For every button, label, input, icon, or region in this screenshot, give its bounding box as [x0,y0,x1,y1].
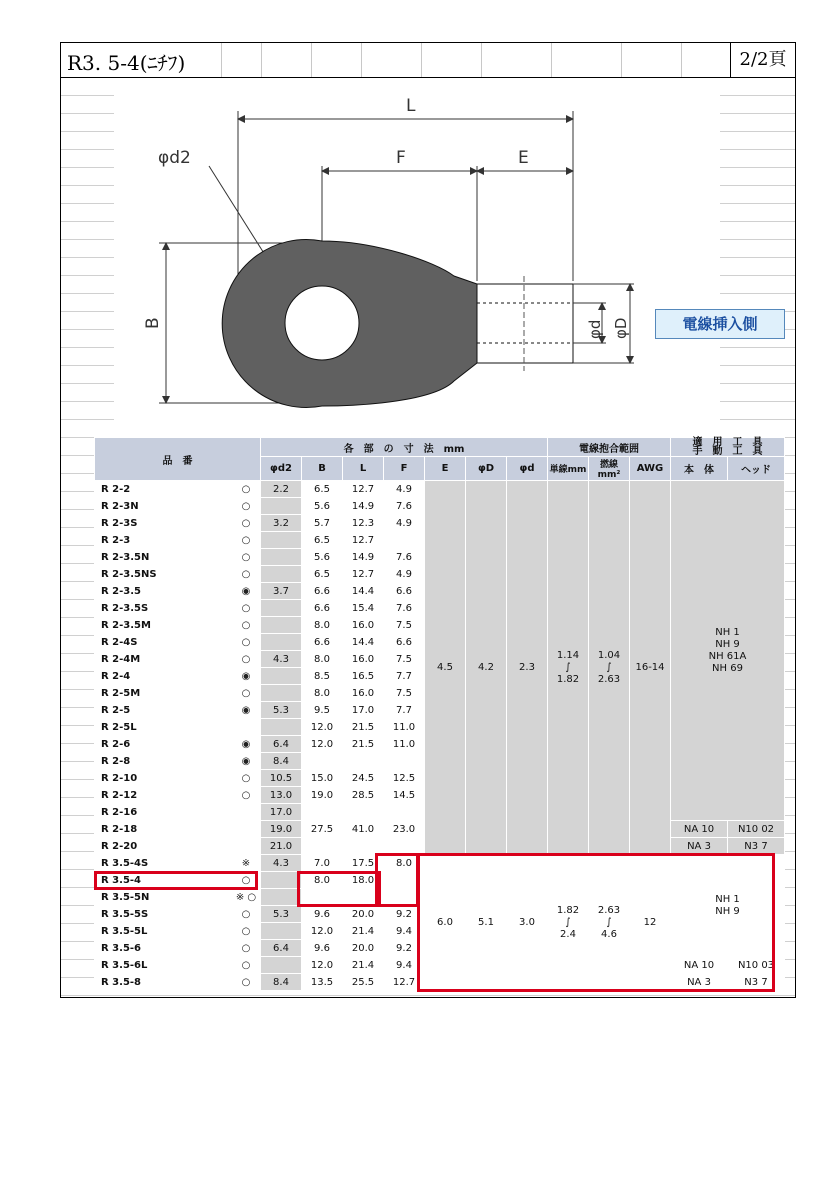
marker: ○ [232,923,261,940]
hdr-name: 品 番 [95,438,261,481]
tool-body: NA 10 [671,821,728,838]
marker: ○ [232,974,261,991]
marker [232,804,261,821]
cell-d2: 4.3 [261,855,302,872]
cell-l: 16.0 [343,651,384,668]
cell-d2 [261,719,302,736]
tool-body: NA 3 [671,838,728,855]
cell-f: 8.0 [384,855,425,872]
part-number: R 3.5-5L [95,923,232,940]
part-number: R 2-3.5N [95,549,232,566]
cell-solid: 1.82 ∫ 2.4 [548,855,589,991]
cell-b: 13.5 [302,974,343,991]
marker: ※ ○ [232,889,261,906]
cell-e: 6.0 [425,855,466,991]
cell-d2: 2.2 [261,481,302,498]
part-number: R 2-16 [95,804,232,821]
marker: ○ [232,770,261,787]
cell-b: 8.0 [302,651,343,668]
cell-b: 8.0 [302,872,343,889]
cell-b: 9.6 [302,906,343,923]
cell-l: 14.9 [343,549,384,566]
part-number: R 2-18 [95,821,232,838]
marker: ◉ [232,583,261,600]
cell-f [384,804,425,821]
cell-f: 7.6 [384,549,425,566]
part-number: R 2-20 [95,838,232,855]
spreadsheet-sheet [60,42,796,998]
marker: ○ [232,634,261,651]
cell-b: 8.0 [302,617,343,634]
cell-b: 6.6 [302,583,343,600]
marker [232,838,261,855]
tool-head: N10 02 [728,821,785,838]
cell-f: 23.0 [384,821,425,838]
cell-f: 11.0 [384,736,425,753]
cell-f: 4.9 [384,481,425,498]
cell-strand: 1.04 ∫ 2.63 [589,481,630,855]
cell-tools: NH 1 NH 9 [671,855,785,957]
insert-side-label: 電線挿入側 [655,309,785,339]
cell-l: 17.0 [343,702,384,719]
cell-f: 11.0 [384,719,425,736]
col-smalld: φd [507,457,548,481]
hdr-tool2: 手 動 工 具 [692,446,763,457]
cell-b: 6.6 [302,600,343,617]
col-e: E [425,457,466,481]
cell-strand: 2.63 ∫ 4.6 [589,855,630,991]
part-number: R 2-3.5M [95,617,232,634]
cell-b: 6.5 [302,532,343,549]
cell-f: 7.7 [384,702,425,719]
page-number: 2/2頁 [730,43,795,77]
part-number: R 2-12 [95,787,232,804]
col-d2: φd2 [261,457,302,481]
tool-body: NA 10 [671,957,728,974]
cell-f: 7.6 [384,498,425,515]
marker: ○ [232,600,261,617]
col-body: 本 体 [671,457,728,481]
label-L: L [406,96,416,116]
cell-f: 7.7 [384,668,425,685]
cell-d2: 17.0 [261,804,302,821]
cell-l: 28.5 [343,787,384,804]
marker: ◉ [232,753,261,770]
part-number: R 3.5-4S [95,855,232,872]
marker: ※ [232,855,261,872]
marker: ◉ [232,702,261,719]
title-bar [61,43,795,78]
part-number: R 2-3S [95,515,232,532]
part-number: R 2-3.5S [95,600,232,617]
part-number: R 2-10 [95,770,232,787]
tool-head: N10 03 [728,957,785,974]
tool-body: NA 3 [671,974,728,991]
cell-l [343,889,384,906]
cell-b: 27.5 [302,821,343,838]
cell-l: 41.0 [343,821,384,838]
label-F: F [396,148,406,168]
cell-l [343,753,384,770]
cell-l: 12.3 [343,515,384,532]
cell-l: 21.4 [343,957,384,974]
cell-b [302,838,343,855]
marker: ○ [232,498,261,515]
cell-l: 20.0 [343,940,384,957]
cell-l: 21.5 [343,736,384,753]
part-number: R 2-5 [95,702,232,719]
cell-d2 [261,498,302,515]
cell-d2: 8.4 [261,753,302,770]
cell-l: 12.7 [343,532,384,549]
cell-f [384,532,425,549]
part-number: R 2-4S [95,634,232,651]
cell-l: 14.4 [343,634,384,651]
col-l: L [343,457,384,481]
cell-f: 6.6 [384,583,425,600]
spec-table [94,437,785,991]
part-number: R 3.5-4 [95,872,232,889]
cell-l: 21.4 [343,923,384,940]
marker [232,719,261,736]
table-row [95,481,785,498]
cell-l: 16.0 [343,685,384,702]
marker: ○ [232,566,261,583]
cell-bigd: 5.1 [466,855,507,991]
cell-b: 12.0 [302,923,343,940]
cell-l: 14.4 [343,583,384,600]
part-number: R 2-4 [95,668,232,685]
cell-b [302,889,343,906]
table-row [95,855,785,872]
cell-d2 [261,668,302,685]
cell-b: 9.6 [302,940,343,957]
cell-f [384,753,425,770]
cell-d2 [261,957,302,974]
hdr-tool: 適 用 工 具 [692,437,763,448]
cell-d2: 5.3 [261,702,302,719]
cell-l [343,838,384,855]
cell-f: 7.5 [384,617,425,634]
part-number: R 3.5-8 [95,974,232,991]
part-number: R 3.5-6 [95,940,232,957]
part-number: R 2-5L [95,719,232,736]
cell-d2 [261,634,302,651]
cell-bigd: 4.2 [466,481,507,855]
cell-f: 6.6 [384,634,425,651]
cell-d2: 6.4 [261,940,302,957]
marker: ◉ [232,668,261,685]
cell-d2: 21.0 [261,838,302,855]
cell-b: 9.5 [302,702,343,719]
cell-d2: 6.4 [261,736,302,753]
cell-l: 21.5 [343,719,384,736]
cell-d2: 5.3 [261,906,302,923]
cell-solid: 1.14 ∫ 1.82 [548,481,589,855]
label-E: E [518,148,529,168]
cell-l: 14.9 [343,498,384,515]
cell-l: 18.0 [343,872,384,889]
cell-b: 12.0 [302,736,343,753]
marker: ○ [232,940,261,957]
cell-b: 5.7 [302,515,343,532]
cell-smalld: 3.0 [507,855,548,991]
part-number: R 2-3 [95,532,232,549]
cell-f: 7.5 [384,651,425,668]
cell-d2: 19.0 [261,821,302,838]
marker: ○ [232,787,261,804]
marker: ○ [232,957,261,974]
label-d: φd [586,319,604,339]
marker: ○ [232,872,261,889]
cell-f: 9.4 [384,957,425,974]
cell-l [343,804,384,821]
cell-e: 4.5 [425,481,466,855]
part-number: R 2-5M [95,685,232,702]
marker: ◉ [232,736,261,753]
part-number: R 3.5-6L [95,957,232,974]
cell-d2 [261,617,302,634]
cell-d2: 4.3 [261,651,302,668]
cell-d2 [261,923,302,940]
cell-d2 [261,600,302,617]
cell-f: 9.2 [384,940,425,957]
cell-l: 25.5 [343,974,384,991]
cell-d2 [261,566,302,583]
cell-b: 12.0 [302,957,343,974]
cell-awg: 12 [630,855,671,991]
part-number: R 3.5-5S [95,906,232,923]
marker: ○ [232,549,261,566]
cell-tools: NH 1 NH 9 NH 61A NH 69 [671,481,785,821]
cell-d2: 10.5 [261,770,302,787]
cell-b: 8.5 [302,668,343,685]
part-number: R 2-3N [95,498,232,515]
label-d2: φd2 [158,148,191,168]
cell-d2 [261,685,302,702]
hdr-range: 電線抱合範囲 [548,438,671,457]
cell-f: 9.4 [384,923,425,940]
tool-head: N3 7 [728,838,785,855]
cell-f: 12.5 [384,770,425,787]
col-awg: AWG [630,457,671,481]
marker: ○ [232,651,261,668]
col-f: F [384,457,425,481]
cell-l: 16.5 [343,668,384,685]
part-number: R 2-3.5 [95,583,232,600]
cell-l: 12.7 [343,566,384,583]
cell-f: 12.7 [384,974,425,991]
cell-f: 7.5 [384,685,425,702]
cell-d2 [261,549,302,566]
cell-d2: 13.0 [261,787,302,804]
marker: ○ [232,515,261,532]
part-number: R 2-2 [95,481,232,498]
cell-f [384,838,425,855]
cell-b: 15.0 [302,770,343,787]
col-solid: 単線mm [548,457,589,481]
part-number: R 2-3.5NS [95,566,232,583]
cell-f [384,889,425,906]
cell-b: 5.6 [302,498,343,515]
col-bigd: φD [466,457,507,481]
col-head: ヘッド [728,457,785,481]
cell-d2 [261,532,302,549]
sheet-title: R3. 5-4(ﾆﾁﾌ) [67,51,186,75]
cell-l: 16.0 [343,617,384,634]
terminal-drawing [114,81,720,437]
cell-f: 4.9 [384,566,425,583]
cell-b: 6.5 [302,566,343,583]
col-b: B [302,457,343,481]
cell-b: 19.0 [302,787,343,804]
cell-b [302,804,343,821]
tool-head: N3 7 [728,974,785,991]
cell-l: 24.5 [343,770,384,787]
cell-l: 20.0 [343,906,384,923]
part-number: R 2-8 [95,753,232,770]
cell-f: 4.9 [384,515,425,532]
cell-smalld: 2.3 [507,481,548,855]
cell-d2: 3.7 [261,583,302,600]
marker: ○ [232,685,261,702]
label-B: B [143,317,163,329]
cell-f: 14.5 [384,787,425,804]
cell-b: 7.0 [302,855,343,872]
marker: ○ [232,481,261,498]
cell-d2: 3.2 [261,515,302,532]
part-number: R 3.5-5N [95,889,232,906]
label-D: φD [612,317,630,339]
cell-b: 6.5 [302,481,343,498]
cell-l: 12.7 [343,481,384,498]
cell-b: 8.0 [302,685,343,702]
cell-f [384,872,425,889]
hdr-dims: 各 部 の 寸 法 mm [261,438,548,457]
marker [232,821,261,838]
marker: ○ [232,532,261,549]
part-number: R 2-4M [95,651,232,668]
cell-d2: 8.4 [261,974,302,991]
cell-l: 15.4 [343,600,384,617]
cell-b: 12.0 [302,719,343,736]
cell-b [302,753,343,770]
cell-b: 6.6 [302,634,343,651]
cell-l: 17.5 [343,855,384,872]
cell-d2 [261,889,302,906]
part-number: R 2-6 [95,736,232,753]
cell-b: 5.6 [302,549,343,566]
cell-d2 [261,872,302,889]
cell-f: 7.6 [384,600,425,617]
col-strand: 撚線mm² [589,457,630,481]
cell-f: 9.2 [384,906,425,923]
marker: ○ [232,617,261,634]
marker: ○ [232,906,261,923]
cell-awg: 16-14 [630,481,671,855]
